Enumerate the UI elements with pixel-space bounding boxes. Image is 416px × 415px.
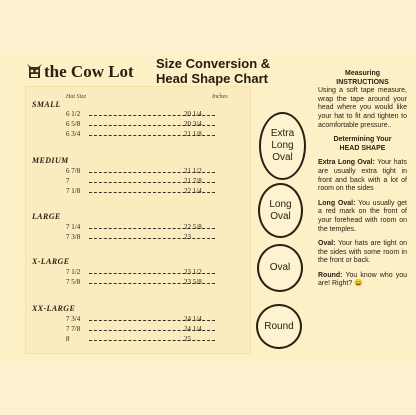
title-line-1: Size Conversion &	[156, 56, 271, 71]
oval-description: Oval: Your hats are tight on the sides with some room in the front or back.	[318, 240, 407, 265]
shape-extra-long-oval: Extra Long Oval	[259, 112, 306, 180]
table-row: 8 25	[66, 335, 246, 345]
brand-logo	[27, 62, 147, 84]
page-title	[156, 57, 276, 86]
table-row: 7 3/4 24 1/4	[66, 315, 246, 325]
extra-long-oval-description: Extra Long Oval: Your hats are usually extra tight in front and back with a lot of room on the sides	[318, 159, 407, 193]
title-line-2: Head Shape Chart	[156, 70, 268, 86]
round-description: Round: You know who you are! Right? 😄	[318, 271, 407, 288]
head-shape-heading-2: HEAD SHAPE	[339, 144, 386, 152]
table-row: 7 5/8 23 5/8	[66, 278, 246, 288]
shape-oval: Oval	[257, 244, 303, 292]
column-header-inches: Inches	[212, 94, 228, 100]
table-row: 6 3/4 21 1/8	[66, 130, 246, 140]
table-row: 7 1/2 23 1/2	[66, 268, 246, 278]
table-row: 7 1/8 22 1/4	[66, 187, 246, 197]
shape-long-oval: Long Oval	[258, 183, 303, 238]
column-header-hat-size: Hat Size	[66, 94, 87, 100]
table-row: 6 1/2 20 1/4	[66, 110, 246, 120]
section-medium: MEDIUM	[32, 156, 69, 165]
cow-icon	[27, 64, 42, 81]
section-x-large: X-LARGE	[32, 257, 70, 266]
long-oval-description: Long Oval: You usually get a red mark on the front of your forehead with room on the temples.	[318, 199, 407, 233]
instructions-body: Using a soft tape measure, wrap the tape around your head where you would like your hat to fit and tighten to acomfortable pressure..	[318, 87, 407, 129]
head-shape-heading-1: Determining Your	[333, 136, 392, 144]
shape-round: Round	[256, 304, 302, 349]
section-small: SMALL	[32, 100, 61, 109]
instructions-heading-2: INSTRUCTIONS	[336, 78, 389, 86]
instructions-heading-1: Measuring	[344, 70, 380, 77]
table-row: 6 7/8 21 1/2	[66, 167, 246, 177]
section-xx-large: XX-LARGE	[32, 304, 76, 313]
instructions-panel	[318, 70, 407, 289]
section-large: LARGE	[32, 212, 61, 221]
table-row: 7 1/4 22 5/8	[66, 223, 246, 233]
table-row: 6 5/8 20 3/4	[66, 120, 246, 130]
brand-name: the Cow Lot	[44, 62, 134, 81]
table-row: 7 7/8 24 1/4	[66, 325, 246, 335]
table-row: 7 3/8 23	[66, 233, 246, 243]
table-row: 7 21 7/8	[66, 177, 246, 187]
